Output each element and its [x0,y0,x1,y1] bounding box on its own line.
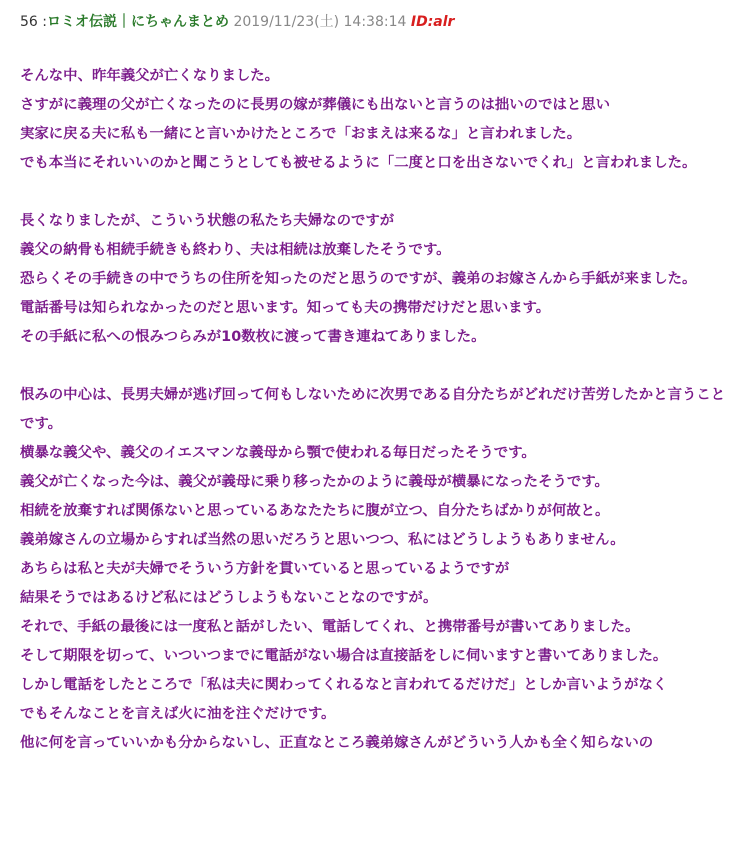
post-line: その手紙に私への恨みつらみが10数枚に渡って書き連ねてありました。 [20,329,486,345]
post-user-id[interactable]: ID:alr [410,14,455,30]
post-line: そして期限を切って、いついつまでに電話がない場合は直接話をしに伺いますと書いてありました。 [20,648,668,664]
post-line: 義父の納骨も相続手続きも終わり、夫は相続は放棄したそうです。 [20,242,451,258]
post-line: 実家に戻る夫に私も一緒にと言いかけたところで「おまえは来るな」と言われました。 [20,126,582,142]
post-blank-line [20,352,728,381]
post-date: 2019/11/23(土) 14:38:14 [233,14,407,30]
post-line: 恐らくその手続きの中でうちの住所を知ったのだと思うのですが、義弟のお嫁さんから手紙が来ました。 [20,271,697,287]
poster-name-link[interactable]: ロミオ伝説｜にちゃんまとめ [47,14,229,30]
post-line: 長くなりましたが、こういう状態の私たち夫婦なのですが [20,213,395,229]
post-body [20,62,728,758]
post-line: しかし電話をしたところで「私は夫に関わってくれるなと言われてるだけだ」としか言いようがなく [20,677,668,693]
post-line: 電話番号は知られなかったのだと思います。知っても夫の携帯だけだと思います。 [20,300,551,316]
post-header [20,12,454,32]
post-line: 他に何を言っていいかも分からないし、正直なところ義弟嫁さんがどういう人かも全く知らないの [20,735,654,751]
post-line: それで、手紙の最後には一度私と話がしたい、電話してくれ、と携帯番号が書いてありました。 [20,619,640,635]
post-line: 相続を放棄すれば関係ないと思っているあなたたちに腹が立つ、自分たちばかりが何故と。 [20,503,610,519]
post-line: 横暴な義父や、義父のイエスマンな義母から顎で使われる毎日だったそうです。 [20,445,536,461]
post-line: でもそんなことを言えば火に油を注ぐだけです。 [20,706,336,722]
post-line: あちらは私と夫が夫婦でそういう方針を貫いていると思っているようですが [20,561,510,577]
post-number: 56 [20,14,38,30]
post-line: 結果そうではあるけど私にはどうしようもないことなのですが。 [20,590,438,606]
post-line: 義父が亡くなった今は、義父が義母に乗り移ったかのように義母が横暴になったそうです。 [20,474,609,490]
post-line: 義弟嫁さんの立場からすれば当然の思いだろうと思いつつ、私にはどうしようもありません。 [20,532,625,548]
post-blank-line [20,178,728,207]
post-separator: : [37,14,47,30]
post-line: 恨みの中心は、長男夫婦が逃げ回って何もしないために次男である自分たちがどれだけ苦労したかと言うことです。 [20,387,726,432]
post-line: そんな中、昨年義父が亡くなりました。 [20,68,280,84]
post-line: さすがに義理の父が亡くなったのに長男の嫁が葬儀にも出ないと言うのは拙いのではと思い [20,97,611,113]
post-line: でも本当にそれいいのかと聞こうとしても被せるように「二度と口を出さないでくれ」と言われました。 [20,155,697,171]
